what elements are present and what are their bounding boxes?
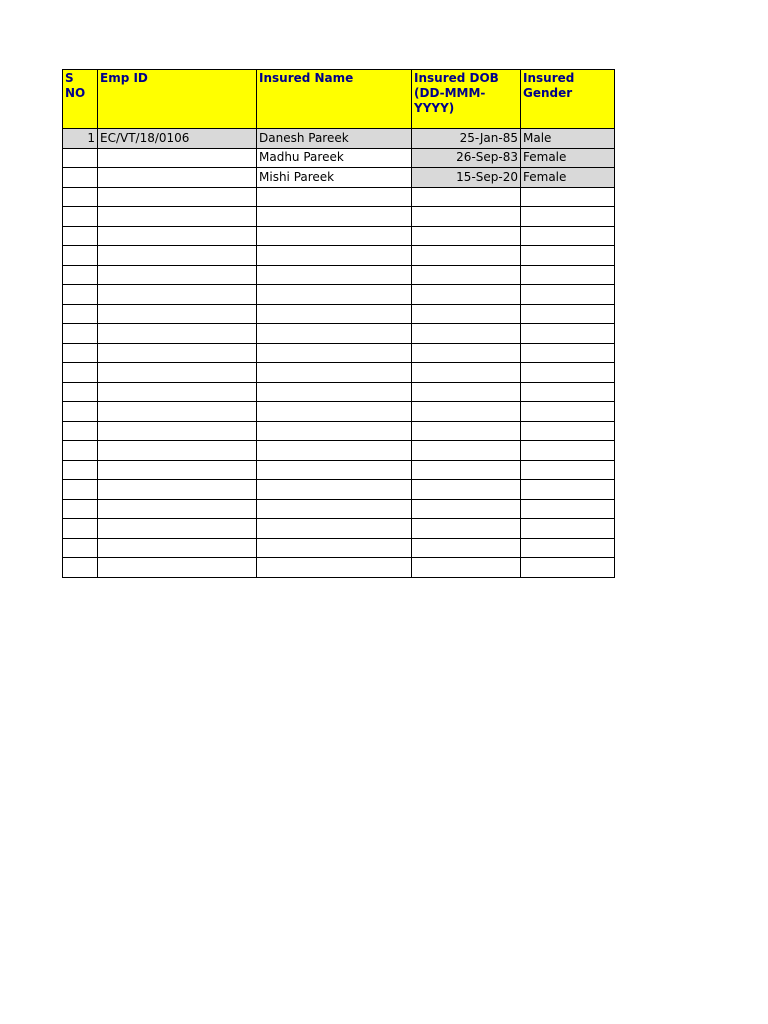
cell-emp-id[interactable] bbox=[98, 148, 257, 168]
cell-emp-id[interactable] bbox=[98, 304, 257, 324]
cell-insured-gender[interactable] bbox=[521, 499, 615, 519]
cell-insured-name[interactable] bbox=[257, 558, 412, 578]
cell-insured-dob[interactable] bbox=[412, 265, 521, 285]
cell-sno[interactable] bbox=[63, 187, 98, 207]
cell-insured-gender[interactable] bbox=[521, 402, 615, 422]
cell-insured-gender[interactable]: Female bbox=[521, 168, 615, 188]
cell-insured-gender[interactable]: Female bbox=[521, 148, 615, 168]
table-row bbox=[63, 480, 615, 500]
table-row bbox=[63, 207, 615, 227]
cell-emp-id[interactable]: EC/VT/18/0106 bbox=[98, 129, 257, 149]
cell-insured-dob[interactable] bbox=[412, 304, 521, 324]
cell-emp-id[interactable] bbox=[98, 441, 257, 461]
table-row bbox=[63, 187, 615, 207]
cell-insured-gender[interactable] bbox=[521, 207, 615, 227]
cell-sno[interactable] bbox=[63, 285, 98, 305]
cell-insured-dob[interactable] bbox=[412, 285, 521, 305]
cell-insured-name[interactable]: Mishi Pareek bbox=[257, 168, 412, 188]
header-emp-id[interactable]: Emp ID bbox=[98, 70, 257, 129]
table-row bbox=[63, 265, 615, 285]
cell-insured-gender[interactable] bbox=[521, 538, 615, 558]
cell-insured-gender[interactable] bbox=[521, 460, 615, 480]
table-row bbox=[63, 226, 615, 246]
table-row bbox=[63, 519, 615, 539]
cell-sno[interactable] bbox=[63, 382, 98, 402]
header-insured-dob[interactable]: Insured DOB (DD-MMM-YYYY) bbox=[412, 70, 521, 129]
cell-emp-id[interactable] bbox=[98, 421, 257, 441]
cell-insured-gender[interactable] bbox=[521, 324, 615, 344]
cell-insured-dob[interactable] bbox=[412, 441, 521, 461]
cell-insured-gender[interactable] bbox=[521, 343, 615, 363]
cell-insured-gender[interactable] bbox=[521, 382, 615, 402]
table-row bbox=[63, 558, 615, 578]
cell-insured-gender[interactable] bbox=[521, 441, 615, 461]
cell-sno[interactable] bbox=[63, 460, 98, 480]
cell-insured-gender[interactable] bbox=[521, 519, 615, 539]
cell-insured-gender[interactable] bbox=[521, 226, 615, 246]
table-row bbox=[63, 324, 615, 344]
cell-sno[interactable] bbox=[63, 265, 98, 285]
cell-insured-dob[interactable] bbox=[412, 343, 521, 363]
cell-insured-name[interactable] bbox=[257, 226, 412, 246]
cell-emp-id[interactable] bbox=[98, 480, 257, 500]
table-row bbox=[63, 402, 615, 422]
cell-sno[interactable] bbox=[63, 363, 98, 383]
table-row bbox=[63, 363, 615, 383]
table-row bbox=[63, 460, 615, 480]
cell-sno[interactable] bbox=[63, 499, 98, 519]
cell-sno[interactable] bbox=[63, 519, 98, 539]
cell-emp-id[interactable] bbox=[98, 207, 257, 227]
cell-emp-id[interactable] bbox=[98, 285, 257, 305]
cell-insured-name[interactable]: Madhu Pareek bbox=[257, 148, 412, 168]
cell-insured-dob[interactable] bbox=[412, 324, 521, 344]
table-row bbox=[63, 538, 615, 558]
header-sno[interactable]: S NO bbox=[63, 70, 98, 129]
cell-insured-gender[interactable]: Male bbox=[521, 129, 615, 149]
cell-emp-id[interactable] bbox=[98, 402, 257, 422]
cell-emp-id[interactable] bbox=[98, 265, 257, 285]
cell-sno[interactable] bbox=[63, 538, 98, 558]
cell-insured-name[interactable] bbox=[257, 519, 412, 539]
cell-insured-dob[interactable] bbox=[412, 558, 521, 578]
cell-emp-id[interactable] bbox=[98, 558, 257, 578]
cell-insured-gender[interactable] bbox=[521, 246, 615, 266]
cell-sno[interactable] bbox=[63, 226, 98, 246]
table-row bbox=[63, 246, 615, 266]
cell-insured-name[interactable] bbox=[257, 480, 412, 500]
cell-emp-id[interactable] bbox=[98, 226, 257, 246]
cell-insured-gender[interactable] bbox=[521, 265, 615, 285]
cell-insured-gender[interactable] bbox=[521, 558, 615, 578]
cell-emp-id[interactable] bbox=[98, 187, 257, 207]
cell-insured-dob[interactable]: 26-Sep-83 bbox=[412, 148, 521, 168]
cell-emp-id[interactable] bbox=[98, 460, 257, 480]
cell-insured-dob[interactable] bbox=[412, 226, 521, 246]
cell-insured-dob[interactable] bbox=[412, 480, 521, 500]
cell-sno[interactable] bbox=[63, 421, 98, 441]
cell-insured-name[interactable] bbox=[257, 499, 412, 519]
cell-insured-name[interactable] bbox=[257, 538, 412, 558]
cell-sno[interactable] bbox=[63, 441, 98, 461]
cell-emp-id[interactable] bbox=[98, 499, 257, 519]
cell-insured-name[interactable] bbox=[257, 187, 412, 207]
cell-insured-name[interactable] bbox=[257, 324, 412, 344]
cell-sno[interactable]: 1 bbox=[63, 129, 98, 149]
cell-insured-dob[interactable] bbox=[412, 246, 521, 266]
table-row bbox=[63, 148, 615, 168]
header-insured-name[interactable]: Insured Name bbox=[257, 70, 412, 129]
cell-sno[interactable] bbox=[63, 168, 98, 188]
cell-insured-dob[interactable] bbox=[412, 538, 521, 558]
table-row bbox=[63, 421, 615, 441]
cell-insured-gender[interactable] bbox=[521, 304, 615, 324]
cell-insured-name[interactable] bbox=[257, 402, 412, 422]
cell-emp-id[interactable] bbox=[98, 324, 257, 344]
cell-emp-id[interactable] bbox=[98, 363, 257, 383]
cell-insured-gender[interactable] bbox=[521, 187, 615, 207]
cell-insured-gender[interactable] bbox=[521, 285, 615, 305]
cell-insured-name[interactable] bbox=[257, 265, 412, 285]
cell-insured-dob[interactable] bbox=[412, 402, 521, 422]
cell-sno[interactable] bbox=[63, 246, 98, 266]
cell-emp-id[interactable] bbox=[98, 382, 257, 402]
cell-insured-dob[interactable] bbox=[412, 382, 521, 402]
table-row bbox=[63, 285, 615, 305]
cell-insured-dob[interactable] bbox=[412, 187, 521, 207]
cell-insured-dob[interactable] bbox=[412, 421, 521, 441]
cell-insured-gender[interactable] bbox=[521, 480, 615, 500]
cell-emp-id[interactable] bbox=[98, 168, 257, 188]
cell-insured-dob[interactable]: 25-Jan-85 bbox=[412, 129, 521, 149]
cell-sno[interactable] bbox=[63, 304, 98, 324]
cell-sno[interactable] bbox=[63, 402, 98, 422]
cell-sno[interactable] bbox=[63, 343, 98, 363]
cell-insured-gender[interactable] bbox=[521, 421, 615, 441]
cell-insured-name[interactable] bbox=[257, 460, 412, 480]
table-row bbox=[63, 304, 615, 324]
cell-emp-id[interactable] bbox=[98, 519, 257, 539]
cell-insured-name[interactable] bbox=[257, 441, 412, 461]
table-row bbox=[63, 343, 615, 363]
cell-sno[interactable] bbox=[63, 480, 98, 500]
cell-emp-id[interactable] bbox=[98, 538, 257, 558]
cell-sno[interactable] bbox=[63, 324, 98, 344]
cell-insured-dob[interactable] bbox=[412, 519, 521, 539]
cell-insured-name[interactable] bbox=[257, 285, 412, 305]
cell-emp-id[interactable] bbox=[98, 343, 257, 363]
table-row bbox=[63, 441, 615, 461]
cell-insured-name[interactable] bbox=[257, 304, 412, 324]
cell-insured-name[interactable] bbox=[257, 421, 412, 441]
cell-insured-name[interactable] bbox=[257, 207, 412, 227]
cell-insured-gender[interactable] bbox=[521, 363, 615, 383]
cell-insured-name[interactable] bbox=[257, 363, 412, 383]
cell-emp-id[interactable] bbox=[98, 246, 257, 266]
cell-insured-name[interactable] bbox=[257, 343, 412, 363]
table-row bbox=[63, 129, 615, 149]
header-insured-gender[interactable]: Insured Gender bbox=[521, 70, 615, 129]
cell-sno[interactable] bbox=[63, 207, 98, 227]
table-row bbox=[63, 168, 615, 188]
cell-insured-name[interactable]: Danesh Pareek bbox=[257, 129, 412, 149]
table-row bbox=[63, 382, 615, 402]
cell-insured-name[interactable] bbox=[257, 382, 412, 402]
cell-insured-dob[interactable] bbox=[412, 460, 521, 480]
table-row bbox=[63, 499, 615, 519]
cell-sno[interactable] bbox=[63, 148, 98, 168]
cell-insured-dob[interactable] bbox=[412, 363, 521, 383]
insured-members-table bbox=[62, 69, 615, 578]
cell-insured-dob[interactable] bbox=[412, 499, 521, 519]
cell-insured-dob[interactable] bbox=[412, 207, 521, 227]
header-row bbox=[63, 70, 615, 129]
cell-insured-dob[interactable]: 15-Sep-20 bbox=[412, 168, 521, 188]
cell-sno[interactable] bbox=[63, 558, 98, 578]
cell-insured-name[interactable] bbox=[257, 246, 412, 266]
